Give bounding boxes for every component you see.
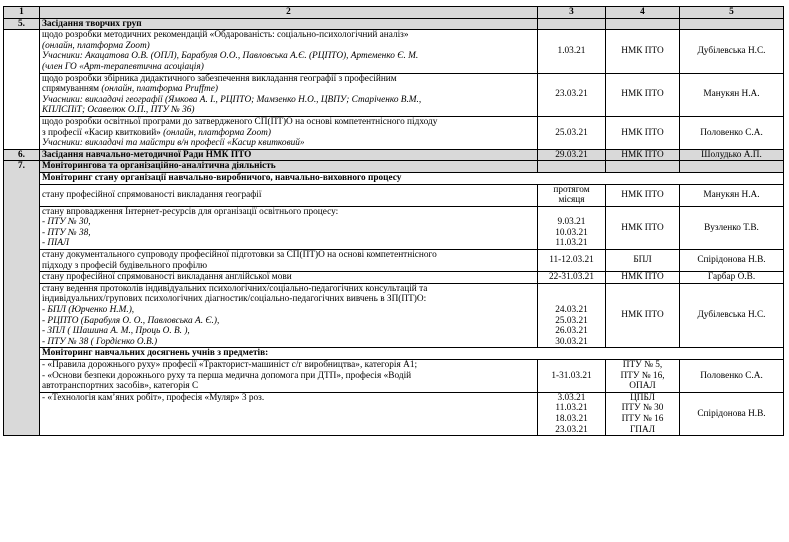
col-header-3: 3 [538, 7, 606, 19]
subsection-title: Моніторинг стану організації навчально-виробничого, навчально-виховного процесу [40, 172, 784, 184]
responsible-cell: Спірідонова Н.В. [680, 392, 784, 435]
col-header-2: 2 [40, 7, 538, 19]
responsible-cell: Гарбар О.В. [680, 272, 784, 284]
task-cell: щодо розробки збірника дидактичного забезпечення викладання географії з професійним спрямуванням (онлайн, платформа Pruffme) Учасники: викладачі географії (Ямкова А. І., РЦПТО; Мамзенко Н.О., ЦВПУ; Старіченко В.М., КПЛСПіТ; Осавелюк О.П., ПТУ № 36) [40, 73, 538, 116]
org-cell: БПЛ [606, 250, 680, 272]
responsible-cell: Шолудько А.П. [680, 149, 784, 161]
table-row [4, 283, 784, 348]
org-cell: НМК ПТО [606, 283, 680, 348]
subsection-row [4, 348, 784, 360]
col-header-5: 5 [680, 7, 784, 19]
section-title: Засідання навчально-методичної Ради НМК ПТО [40, 149, 538, 161]
task-cell: стану впровадження Інтернет-ресурсів для організації освітнього процесу: - ПТУ № 30, - ПТУ № 38, - ПІАЛ [40, 206, 538, 249]
subsection-title: Моніторинг навчальних досягнень учнів з предметів: [40, 348, 784, 360]
date-cell: 3.03.21 11.03.21 18.03.21 23.03.21 [538, 392, 606, 435]
date-cell: 29.03.21 [538, 149, 606, 161]
section-7-row [4, 161, 784, 173]
section-number: 7. [4, 161, 40, 436]
date-cell: 22-31.03.21 [538, 272, 606, 284]
section-title: Моніторингова та організаційно-аналітична діяльність [40, 161, 538, 173]
responsible-cell: Манукян Н.А. [680, 73, 784, 116]
org-cell: ПТУ № 5, ПТУ № 16, ОПАЛ [606, 360, 680, 393]
table-row [4, 360, 784, 393]
org-cell: ЦПБЛ ПТУ № 30 ПТУ № 16 ГПАЛ [606, 392, 680, 435]
section-number: 6. [4, 149, 40, 161]
task-cell: щодо розробки освітньої програми до затвердженого СП(ПТ)О на основі компетентнісного підходу з професії «Касир квитковий» (онлайн, платформа Zoom) Учасники: викладачі та майстри в/н професії «Касир квитковий» [40, 116, 538, 149]
task-cell: - «Технологія кам’яних робіт», професія «Муляр» 3 роз. [40, 392, 538, 435]
col-header-1: 1 [4, 7, 40, 19]
date-cell: 9.03.21 10.03.21 11.03.21 [538, 206, 606, 249]
date-cell: протягом місяця [538, 184, 606, 206]
header-row [4, 7, 784, 19]
org-cell: НМК ПТО [606, 73, 680, 116]
task-cell: стану професійної спрямованості викладання англійської мови [40, 272, 538, 284]
responsible-cell: Спірідонова Н.В. [680, 250, 784, 272]
date-cell: 1.03.21 [538, 30, 606, 73]
task-cell: стану ведення протоколів індивідуальних психологічних/соціально-педагогічних консультацій та індивідуальних/групових психологічних діагностик/соціально-педагогічних вивчень в ЗП(ПТ)О: - БПЛ (Юрченко Н.М.), - РЦПТО (Барабуля О. О., Павловська А. Є.), - ЗПЛ ( Шашина А. М., Проць О. В. ), - ПТУ № 38 ( Гордієнко О.В.) [40, 283, 538, 348]
table-row [4, 250, 784, 272]
date-cell: 1-31.03.21 [538, 360, 606, 393]
org-cell: НМК ПТО [606, 30, 680, 73]
section-number: 5. [4, 18, 40, 30]
date-cell: 11-12.03.21 [538, 250, 606, 272]
task-cell: - «Правила дорожнього руху» професії «Тракторист-машиніст с/г виробництва», категорія А1; - «Основи безпеки дорожнього руху та перша медична допомога при ДТП», професія «Водій автотранспортних засобів», категорія С [40, 360, 538, 393]
task-cell: стану документального супроводу професійної підготовки за СП(ПТ)О на основі компетентнісного підходу з професій будівельного профілю [40, 250, 538, 272]
subsection-row [4, 172, 784, 184]
table-row [4, 272, 784, 284]
responsible-cell: Половенко С.А. [680, 116, 784, 149]
task-cell: щодо розробки методичних рекомендацій «Обдарованість: соціально-психологічний аналіз» (онлайн, платформа Zoom) Учасники: Акацатова О.В. (ОПЛ), Барабуля О.О., Павловська А.Є. (РЦПТО), Артеменко Є. М. (член ГО «Арт-терапевтична асоціація) [40, 30, 538, 73]
responsible-cell: Дубілевська Н.С. [680, 283, 784, 348]
table-row [4, 30, 784, 73]
date-cell: 23.03.21 [538, 73, 606, 116]
org-cell: НМК ПТО [606, 184, 680, 206]
responsible-cell: Манукян Н.А. [680, 184, 784, 206]
section-6-row [4, 149, 784, 161]
org-cell: НМК ПТО [606, 272, 680, 284]
responsible-cell: Половенко С.А. [680, 360, 784, 393]
org-cell: НМК ПТО [606, 206, 680, 249]
responsible-cell: Вузленко Т.В. [680, 206, 784, 249]
section-5-row [4, 18, 784, 30]
org-cell: НМК ПТО [606, 116, 680, 149]
responsible-cell: Дубілевська Н.С. [680, 30, 784, 73]
org-cell: НМК ПТО [606, 149, 680, 161]
section-title: Засідання творчих груп [40, 18, 538, 30]
plan-table [3, 6, 784, 436]
table-row [4, 116, 784, 149]
col-header-4: 4 [606, 7, 680, 19]
date-cell: 24.03.21 25.03.21 26.03.21 30.03.21 [538, 283, 606, 348]
date-cell: 25.03.21 [538, 116, 606, 149]
table-row [4, 392, 784, 435]
task-cell: стану професійної спрямованості викладання географії [40, 184, 538, 206]
table-row [4, 206, 784, 249]
table-row [4, 73, 784, 116]
table-row [4, 184, 784, 206]
